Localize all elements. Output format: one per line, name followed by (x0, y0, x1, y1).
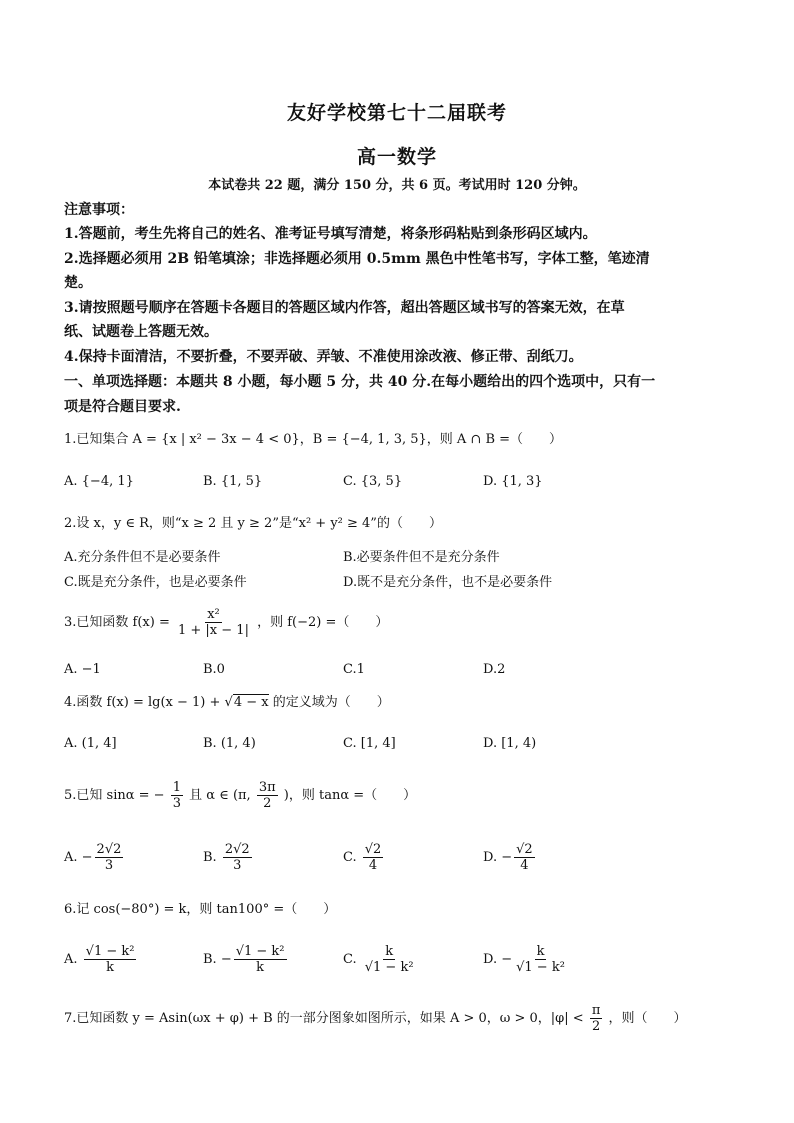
section-heading-cont: 项是符合题目要求. (64, 399, 181, 415)
question-1-stem: 1.已知集合 A = {x | x² − 3x − 4 < 0}，B = {−4, 1, 3, 5}，则 A ∩ B =（ ） (64, 432, 563, 447)
question-5-fraction-1-den: 3 (172, 796, 181, 811)
question-6-option-a-frac (84, 944, 137, 975)
question-5-stem-mid: 且 α ∈ (π, (189, 788, 255, 803)
question-5-fraction-2-den: 2 (263, 796, 272, 811)
question-3-stem-pre: 3.已知函数 f(x) = (64, 615, 170, 630)
question-6-option-a[interactable] (64, 944, 138, 975)
question-5-option-d-num: √2 (516, 842, 533, 857)
question-6-option-d-label: D. − (483, 952, 513, 967)
question-6-option-b-num: √1 − k² (235, 944, 285, 959)
question-6-option-a-label: A. (64, 952, 82, 967)
question-6-option-a-num: √1 − k² (85, 944, 135, 959)
notice-heading: 注意事项： (64, 202, 134, 218)
question-4-option-d[interactable]: D. [1, 4) (483, 736, 537, 751)
notice-item-4: 4.保持卡面清洁，不要折叠，不要弄破、弄皱、不准使用涂改液、修正带、刮纸刀。 (64, 349, 583, 365)
notice-item-3: 3.请按照题号顺序在答题卡各题目的答题区域内作答，超出答题区域书写的答案无效，在草 (64, 300, 625, 316)
question-1-option-b[interactable]: B. {1, 5} (203, 474, 263, 489)
question-2-option-d[interactable]: D.既不是充分条件，也不是必要条件 (343, 575, 553, 590)
question-7-stem (64, 1003, 744, 1034)
question-6-option-b-den: k (256, 960, 265, 975)
question-2-option-c[interactable]: C.既是充分条件，也是必要条件 (64, 575, 247, 590)
notice-item-2-cont: 楚。 (64, 275, 92, 291)
question-6-option-c-den: √1 − k² (364, 960, 414, 975)
section-heading: 一、单项选择题：本题共 8 小题，每小题 5 分，共 40 分.在每小题给出的四个选项中，只有一 (64, 374, 656, 390)
question-6-option-d-frac (514, 944, 567, 975)
question-4-option-c[interactable]: C. [1, 4] (343, 736, 396, 751)
question-5-fraction-1-num: 1 (172, 780, 181, 795)
question-5-option-c-num: √2 (364, 842, 382, 857)
question-5-stem (64, 780, 744, 811)
question-5-fraction-1 (171, 780, 183, 811)
notice-item-1: 1.答题前，考生先将自己的姓名、准考证号填写清楚，将条形码粘贴到条形码区域内。 (64, 226, 597, 242)
question-6-option-d[interactable] (483, 944, 569, 975)
question-5-option-c-den: 4 (368, 858, 378, 873)
question-5-fraction-2 (257, 780, 278, 811)
question-6-option-d-den: √1 − k² (516, 960, 565, 975)
question-6-option-b-label: B. − (203, 952, 232, 967)
question-5-stem-pre: 5.已知 sinα = − (64, 788, 165, 803)
question-3-option-d[interactable]: D.2 (483, 662, 506, 677)
question-6-option-c[interactable] (343, 944, 418, 975)
question-7-fraction-den: 2 (591, 1019, 601, 1034)
question-5-option-d[interactable] (483, 842, 537, 873)
question-4-option-a[interactable]: A. (1, 4] (64, 736, 117, 751)
question-3-fraction-num: x² (207, 607, 220, 622)
question-2-option-a[interactable]: A.充分条件但不是必要条件 (64, 550, 221, 565)
question-3-stem (64, 607, 744, 638)
question-2-option-b[interactable]: B.必要条件但不是充分条件 (343, 550, 500, 565)
question-5-option-b-frac (223, 842, 252, 873)
question-5-option-c-label: C. (343, 850, 361, 865)
question-6-option-b[interactable] (203, 944, 289, 975)
question-4-stem-pre: 4.函数 f(x) = lg(x − 1) + √ (64, 695, 233, 710)
question-4-stem-post: 的定义域为（ ） (268, 695, 390, 710)
question-3-stem-post: ，则 f(−2) =（ ） (257, 615, 389, 630)
question-1-option-a[interactable]: A. {−4, 1} (64, 474, 134, 489)
question-6-option-c-label: C. (343, 952, 361, 967)
question-5-option-c[interactable] (343, 842, 385, 873)
question-1-option-d[interactable]: D. {1, 3} (483, 474, 543, 489)
question-6-option-c-num: k (385, 944, 394, 959)
question-5-option-a-den: 3 (104, 858, 114, 873)
question-7-fraction (590, 1003, 603, 1034)
question-5-fraction-2-num: 3π (258, 780, 276, 795)
question-5-option-d-label: D. − (483, 850, 513, 865)
question-5-option-c-frac (363, 842, 384, 873)
question-6-stem: 6.记 cos(−80°) = k，则 tan100° =（ ） (64, 902, 337, 917)
question-7-stem-post: ，则（ ） (608, 1011, 687, 1026)
question-6-option-c-frac (363, 944, 416, 975)
question-5-option-a-num: 2√2 (96, 842, 122, 857)
exam-title: 友好学校第七十二届联考 (286, 102, 507, 124)
question-5-option-b-num: 2√2 (224, 842, 250, 857)
question-5-option-d-den: 4 (520, 858, 529, 873)
notice-item-2: 2.选择题必须用 2B 铅笔填涂；非选择题必须用 0.5mm 黑色中性笔书写，字体工整，笔迹清 (64, 251, 650, 267)
question-2-stem: 2.设 x，y ∈ R，则“x ≥ 2 且 y ≥ 2”是“x² + y² ≥ 4”的（ ） (64, 516, 442, 531)
notice-item-3-cont: 纸、试题卷上答题无效。 (64, 324, 218, 340)
question-6-option-a-den: k (106, 960, 114, 975)
exam-info: 本试卷共 22 题，满分 150 分，共 6 页。考试用时 120 分钟。 (208, 178, 586, 193)
question-5-option-d-frac (514, 842, 535, 873)
question-7-stem-pre: 7.已知函数 y = Asin(ωx + φ) + B 的一部分图象如图所示，如果 A > 0，ω > 0，|φ| < (64, 1011, 584, 1026)
question-7-fraction-num: π (591, 1003, 601, 1018)
question-4-stem (64, 693, 744, 713)
question-5-option-a-label: A. − (64, 850, 93, 865)
subject-title: 高一数学 (356, 146, 437, 168)
question-5-option-a[interactable] (64, 842, 125, 873)
question-3-fraction (176, 607, 251, 638)
question-6-option-b-frac (234, 944, 287, 975)
question-3-option-a[interactable]: A. −1 (64, 662, 101, 677)
question-6-option-d-num: k (536, 944, 545, 959)
question-1-option-c[interactable]: C. {3, 5} (343, 474, 403, 489)
question-5-option-b[interactable] (203, 842, 254, 873)
question-4-radicand: 4 − x (233, 695, 269, 710)
question-3-option-c[interactable]: C.1 (343, 662, 365, 677)
question-5-option-a-frac (95, 842, 124, 873)
question-5-option-b-den: 3 (233, 858, 242, 873)
question-5-stem-post: )，则 tanα =（ ） (283, 788, 417, 803)
question-3-option-b[interactable]: B.0 (203, 662, 225, 677)
question-5-option-b-label: B. (203, 850, 221, 865)
question-3-fraction-den: 1 + |x − 1| (178, 623, 249, 638)
question-4-option-b[interactable]: B. (1, 4) (203, 736, 256, 751)
